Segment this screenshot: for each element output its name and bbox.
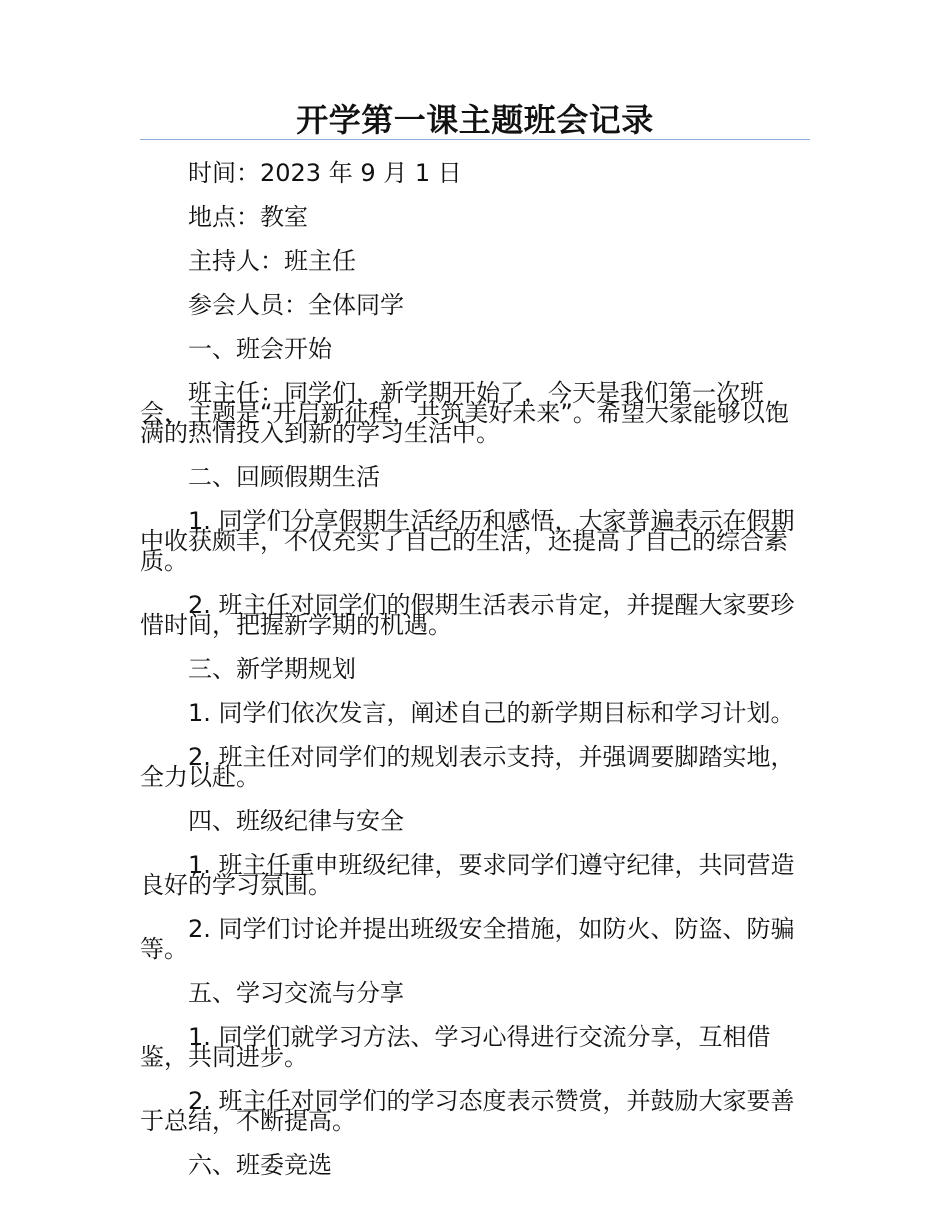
paragraph: 1. 同学们依次发言，阐述自己的新学期目标和学习计划。 <box>188 699 795 727</box>
paragraph: 1. 同学们就学习方法、学习心得进行交流分享，互相借鉴，共同进步。 <box>140 1023 771 1071</box>
paragraph: 2. 班主任对同学们的规划表示支持，并强调要脚踏实地，全力以赴。 <box>140 743 795 791</box>
section-heading-1: 一、班会开始 <box>188 335 332 363</box>
document-title: 开学第一课主题班会记录 <box>296 101 654 139</box>
paragraph: 2. 班主任对同学们的学习态度表示赞赏，并鼓励大家要善于总结，不断提高。 <box>140 1087 795 1135</box>
document-body <box>140 156 810 1192</box>
section-heading-3: 三、新学期规划 <box>188 655 356 683</box>
section-heading-5: 五、学习交流与分享 <box>188 979 404 1007</box>
paragraph: 2. 班主任对同学们的假期生活表示肯定，并提醒大家要珍惜时间，把握新学期的机遇。 <box>140 591 795 639</box>
section-heading-4: 四、班级纪律与安全 <box>188 807 404 835</box>
section-heading-2: 二、回顾假期生活 <box>188 463 380 491</box>
paragraph: 1. 班主任重申班级纪律，要求同学们遵守纪律，共同营造良好的学习氛围。 <box>140 851 795 899</box>
meeting-attendees: 参会人员：全体同学 <box>188 291 404 319</box>
section-heading-6: 六、班委竞选 <box>188 1151 332 1179</box>
paragraph: 2. 同学们讨论并提出班级安全措施，如防火、防盗、防骗等。 <box>140 915 795 963</box>
meeting-location: 地点：教室 <box>188 203 308 231</box>
paragraph: 1. 同学们分享假期生活经历和感悟，大家普遍表示在假期中收获颇丰，不仅充实了自己的生活，还提高了自己的综合素质。 <box>140 507 795 575</box>
meeting-host: 主持人：班主任 <box>188 247 356 275</box>
title-underline <box>140 139 810 140</box>
paragraph: 班主任：同学们，新学期开始了，今天是我们第一次班会，主题是“开启新征程，共筑美好未来”。希望大家能够以饱满的热情投入到新的学习生活中。 <box>140 379 789 447</box>
meeting-time: 时间：2023 年 9 月 1 日 <box>188 159 462 187</box>
